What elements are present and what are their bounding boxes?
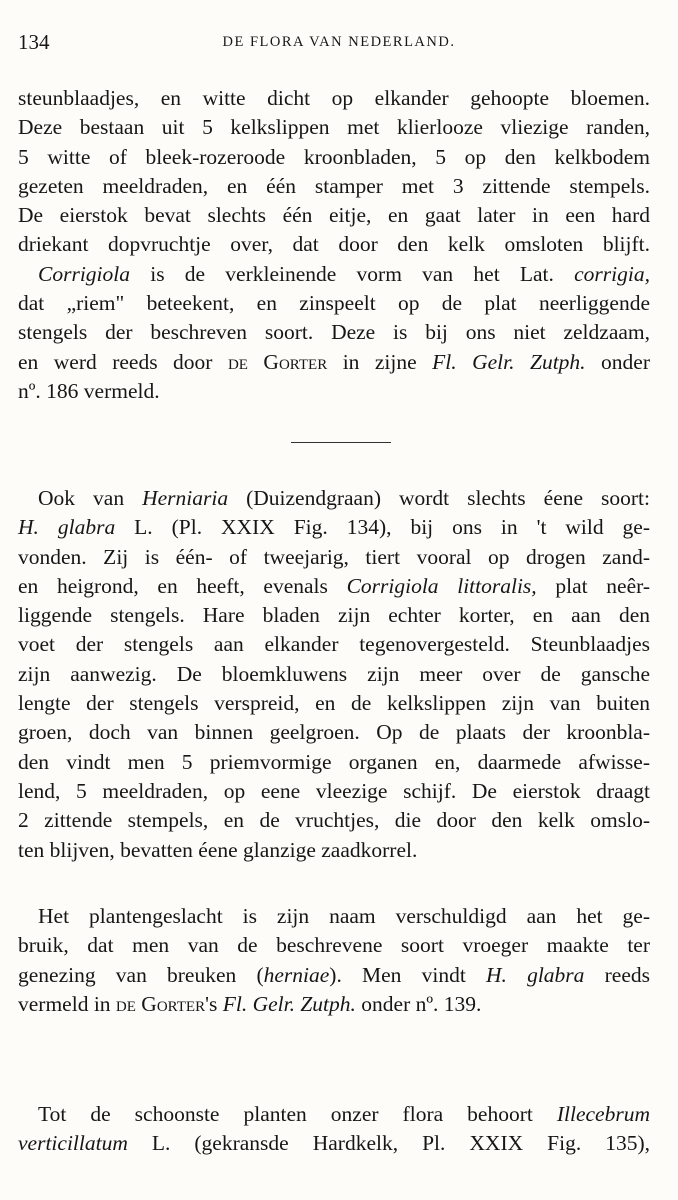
paragraph-illecebrum bbox=[18, 1100, 650, 1159]
italic-term: H. glabra bbox=[18, 515, 116, 540]
text-line: groen, doch van binnen geelgroen. Op de plaats der kroonbla- bbox=[18, 720, 650, 745]
italic-term: verticillatum bbox=[18, 1131, 128, 1156]
page-number: 134 bbox=[18, 30, 50, 54]
text-line: gezeten meeldraden, en één stamper met 3 zittende stempels. bbox=[18, 173, 650, 198]
text-run: genezing van breuken ( bbox=[18, 962, 264, 987]
text-line bbox=[18, 484, 650, 513]
text-run: onder bbox=[585, 349, 650, 374]
text-line: vonden. Zij is één- of tweejarig, tiert vooral op drogen zand- bbox=[18, 544, 650, 569]
text-line bbox=[18, 1100, 650, 1129]
text-run: onder nº. 139. bbox=[355, 991, 482, 1016]
text-line: Het plantengeslacht is zijn naam verschuldigd aan het ge- bbox=[38, 904, 650, 928]
text-line: den vindt men 5 priemvormige organen en, daarmede afwisse- bbox=[18, 749, 650, 774]
text-line: dat „riem" beteekent, en zinspeelt op de plat neerliggende bbox=[18, 291, 650, 316]
text-line: bruik, dat men van de beschrevene soort vroeger maakte ter bbox=[18, 933, 650, 958]
text-run: en heigrond, en heeft, evenals bbox=[18, 573, 347, 598]
text-run: L. (Pl. XXIX Fig. 134), bij ons in 't wild ge- bbox=[115, 515, 650, 540]
text-run: (Duizendgraan) wordt slechts éene soort: bbox=[228, 486, 650, 510]
text-run: vermeld in bbox=[18, 991, 116, 1016]
text-line: nº. 186 vermeld. bbox=[18, 378, 160, 403]
italic-citation: Fl. Gelr. Zutph. bbox=[222, 991, 356, 1016]
italic-term: corrigia, bbox=[574, 261, 650, 286]
paragraph-herniaria bbox=[18, 484, 650, 865]
text-line: ten blijven, bevatten éene glanzige zaadkorrel. bbox=[18, 837, 418, 862]
page-header bbox=[18, 30, 660, 58]
text-line: steunblaadjes, en witte dicht op elkander gehoopte bloemen. bbox=[18, 86, 650, 110]
text-line: Deze bestaan uit 5 kelkslippen met klierlooze vliezige randen, bbox=[18, 115, 650, 140]
section-divider bbox=[291, 442, 391, 443]
italic-term: Herniaria bbox=[142, 486, 229, 510]
italic-term: Corrigiola littoralis, bbox=[346, 573, 537, 598]
paragraph-corrigiola bbox=[18, 84, 650, 406]
author-name: de Gorter bbox=[227, 349, 328, 374]
text-run: L. (gekransde Hardkelk, Pl. XXIX Fig. 135), bbox=[127, 1131, 650, 1156]
text-line: driekant dopvruchtje over, dat door den kelk omsloten blijft. bbox=[18, 232, 650, 257]
italic-term: herniae bbox=[263, 962, 330, 987]
italic-term: Corrigiola bbox=[38, 261, 130, 286]
text-line: zijn aanwezig. De bloemkluwens zijn meer over de gansche bbox=[18, 661, 650, 686]
text-line bbox=[18, 1129, 650, 1158]
text-line bbox=[18, 348, 650, 377]
text-run: Ook van bbox=[38, 486, 143, 510]
text-run: reeds bbox=[584, 962, 650, 987]
text-line: voet der stengels aan elkander tegenovergesteld. Steunblaadjes bbox=[18, 632, 650, 657]
text-run: in zijne bbox=[327, 349, 433, 374]
text-run: Tot de schoonste planten onzer flora behoort bbox=[38, 1102, 557, 1126]
text-line: lengte der stengels verspreid, en de kelkslippen zijn van buiten bbox=[18, 691, 650, 716]
text-line: stengels der beschreven soort. Deze is bij ons niet zeldzaam, bbox=[18, 320, 650, 345]
text-run: en werd reeds door bbox=[18, 349, 228, 374]
text-line bbox=[18, 990, 650, 1019]
text-line: 5 witte of bleek-rozeroode kroonbladen, 5 op den kelkbodem bbox=[18, 144, 650, 169]
text-run: ). Men vindt bbox=[329, 962, 486, 987]
text-line bbox=[18, 572, 650, 601]
text-run: is de verkleinende vorm van het Lat. bbox=[130, 261, 575, 286]
text-line: De eierstok bevat slechts één eitje, en gaat later in een hard bbox=[18, 203, 650, 228]
text-line: 2 zittende stempels, en de vruchtjes, die door den kelk omslo- bbox=[18, 808, 650, 833]
paragraph-name-origin bbox=[18, 902, 650, 1019]
italic-term: Illecebrum bbox=[556, 1102, 650, 1126]
text-run: plat neêr- bbox=[536, 573, 650, 598]
italic-citation: Fl. Gelr. Zutph. bbox=[432, 349, 586, 374]
text-line bbox=[18, 961, 650, 990]
text-line: liggende stengels. Hare bladen zijn echter korter, en aan den bbox=[18, 603, 650, 628]
text-run: 's bbox=[205, 991, 223, 1016]
italic-term: H. glabra bbox=[486, 962, 585, 987]
text-line bbox=[18, 260, 650, 289]
author-name: de Gorter bbox=[115, 991, 206, 1016]
text-line: lend, 5 meeldraden, op eene vleezige schijf. De eierstok draagt bbox=[18, 778, 650, 803]
running-title: DE FLORA VAN NEDERLAND. bbox=[222, 34, 456, 50]
text-line bbox=[18, 513, 650, 542]
